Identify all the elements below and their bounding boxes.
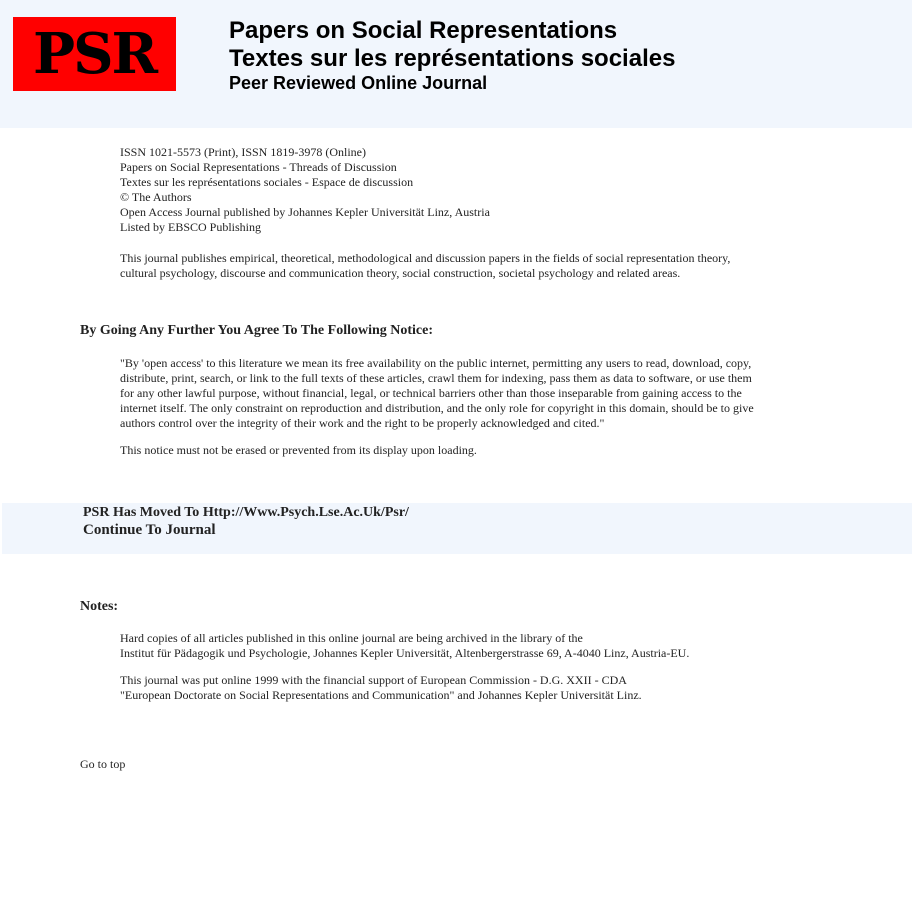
new-site-link[interactable]: Http://Www.Psych.Lse.Ac.Uk/Psr/	[202, 505, 409, 520]
journal-info	[120, 145, 490, 235]
threads-line: Papers on Social Representations - Threads of Discussion	[120, 160, 397, 174]
moved-prefix: PSR Has Moved To	[83, 505, 203, 520]
psr-logo	[13, 17, 176, 91]
notice-heading: By Going Any Further You Agree To The Following Notice:	[80, 323, 434, 338]
copyright-line: © The Authors	[120, 190, 192, 204]
continue-to-journal-link[interactable]: Continue To Journal	[83, 522, 216, 538]
notes-funding-line: This journal was put online 1999 with the financial support of European Commission - D.G. XXII - CDA	[120, 673, 627, 687]
journal-description: This journal publishes empirical, theoretical, methodological and discussion papers in the fields of social representation theory, cultural psychology, discourse and communication theory, social construction, societal psychology and related areas.	[120, 251, 731, 280]
journal-title-fr: Textes sur les représentations sociales	[229, 45, 676, 72]
journal-subtitle: Peer Reviewed Online Journal	[229, 73, 488, 93]
notes-archive-line: Institut für Pädagogik und Psychologie, Johannes Kepler Universität, Altenbergerstrasse 69, A-4040 Linz, Austria-EU.	[120, 646, 690, 660]
espace-line: Textes sur les représentations sociales - Espace de discussion	[120, 175, 414, 189]
moved-line	[83, 504, 409, 521]
notes-archive-line: Hard copies of all articles published in this online journal are being archived in the library of the	[120, 631, 583, 645]
notes-funding	[120, 673, 642, 703]
notes-funding-line: "European Doctorate on Social Representations and Communication" and Johannes Kepler Universität Linz.	[120, 688, 642, 702]
listing-line: Listed by EBSCO Publishing	[120, 220, 262, 234]
publisher-line: Open Access Journal published by Johannes Kepler Universität Linz, Austria	[120, 205, 490, 219]
notes-archive	[120, 631, 689, 661]
journal-title-en: Papers on Social Representations	[229, 17, 618, 44]
go-to-top-link[interactable]: Go to top	[80, 757, 126, 771]
logo-text: PSR	[32, 21, 157, 87]
open-access-notice: "By 'open access' to this literature we mean its free availability on the public internet, permitting any users to read, download, copy, distribute, print, search, or link to the full texts of these articles, crawl them for indexing, pass them as data to software, or use them for any other lawful purpose, without financial, legal, or technical barriers other than those inseparable from gaining access to the internet itself. The only constraint on reproduction and distribution, and the only role for copyright in this domain, should be to give authors control over the integrity of their work and the right to be properly acknowledged and cited."	[120, 356, 754, 430]
page-header	[0, 0, 912, 128]
notes-heading: Notes:	[80, 599, 119, 614]
issn-line: ISSN 1021-5573 (Print), ISSN 1819-3978 (Online)	[120, 145, 366, 159]
notice-footer: This notice must not be erased or prevented from its display upon loading.	[120, 443, 477, 457]
moved-banner	[2, 503, 912, 554]
